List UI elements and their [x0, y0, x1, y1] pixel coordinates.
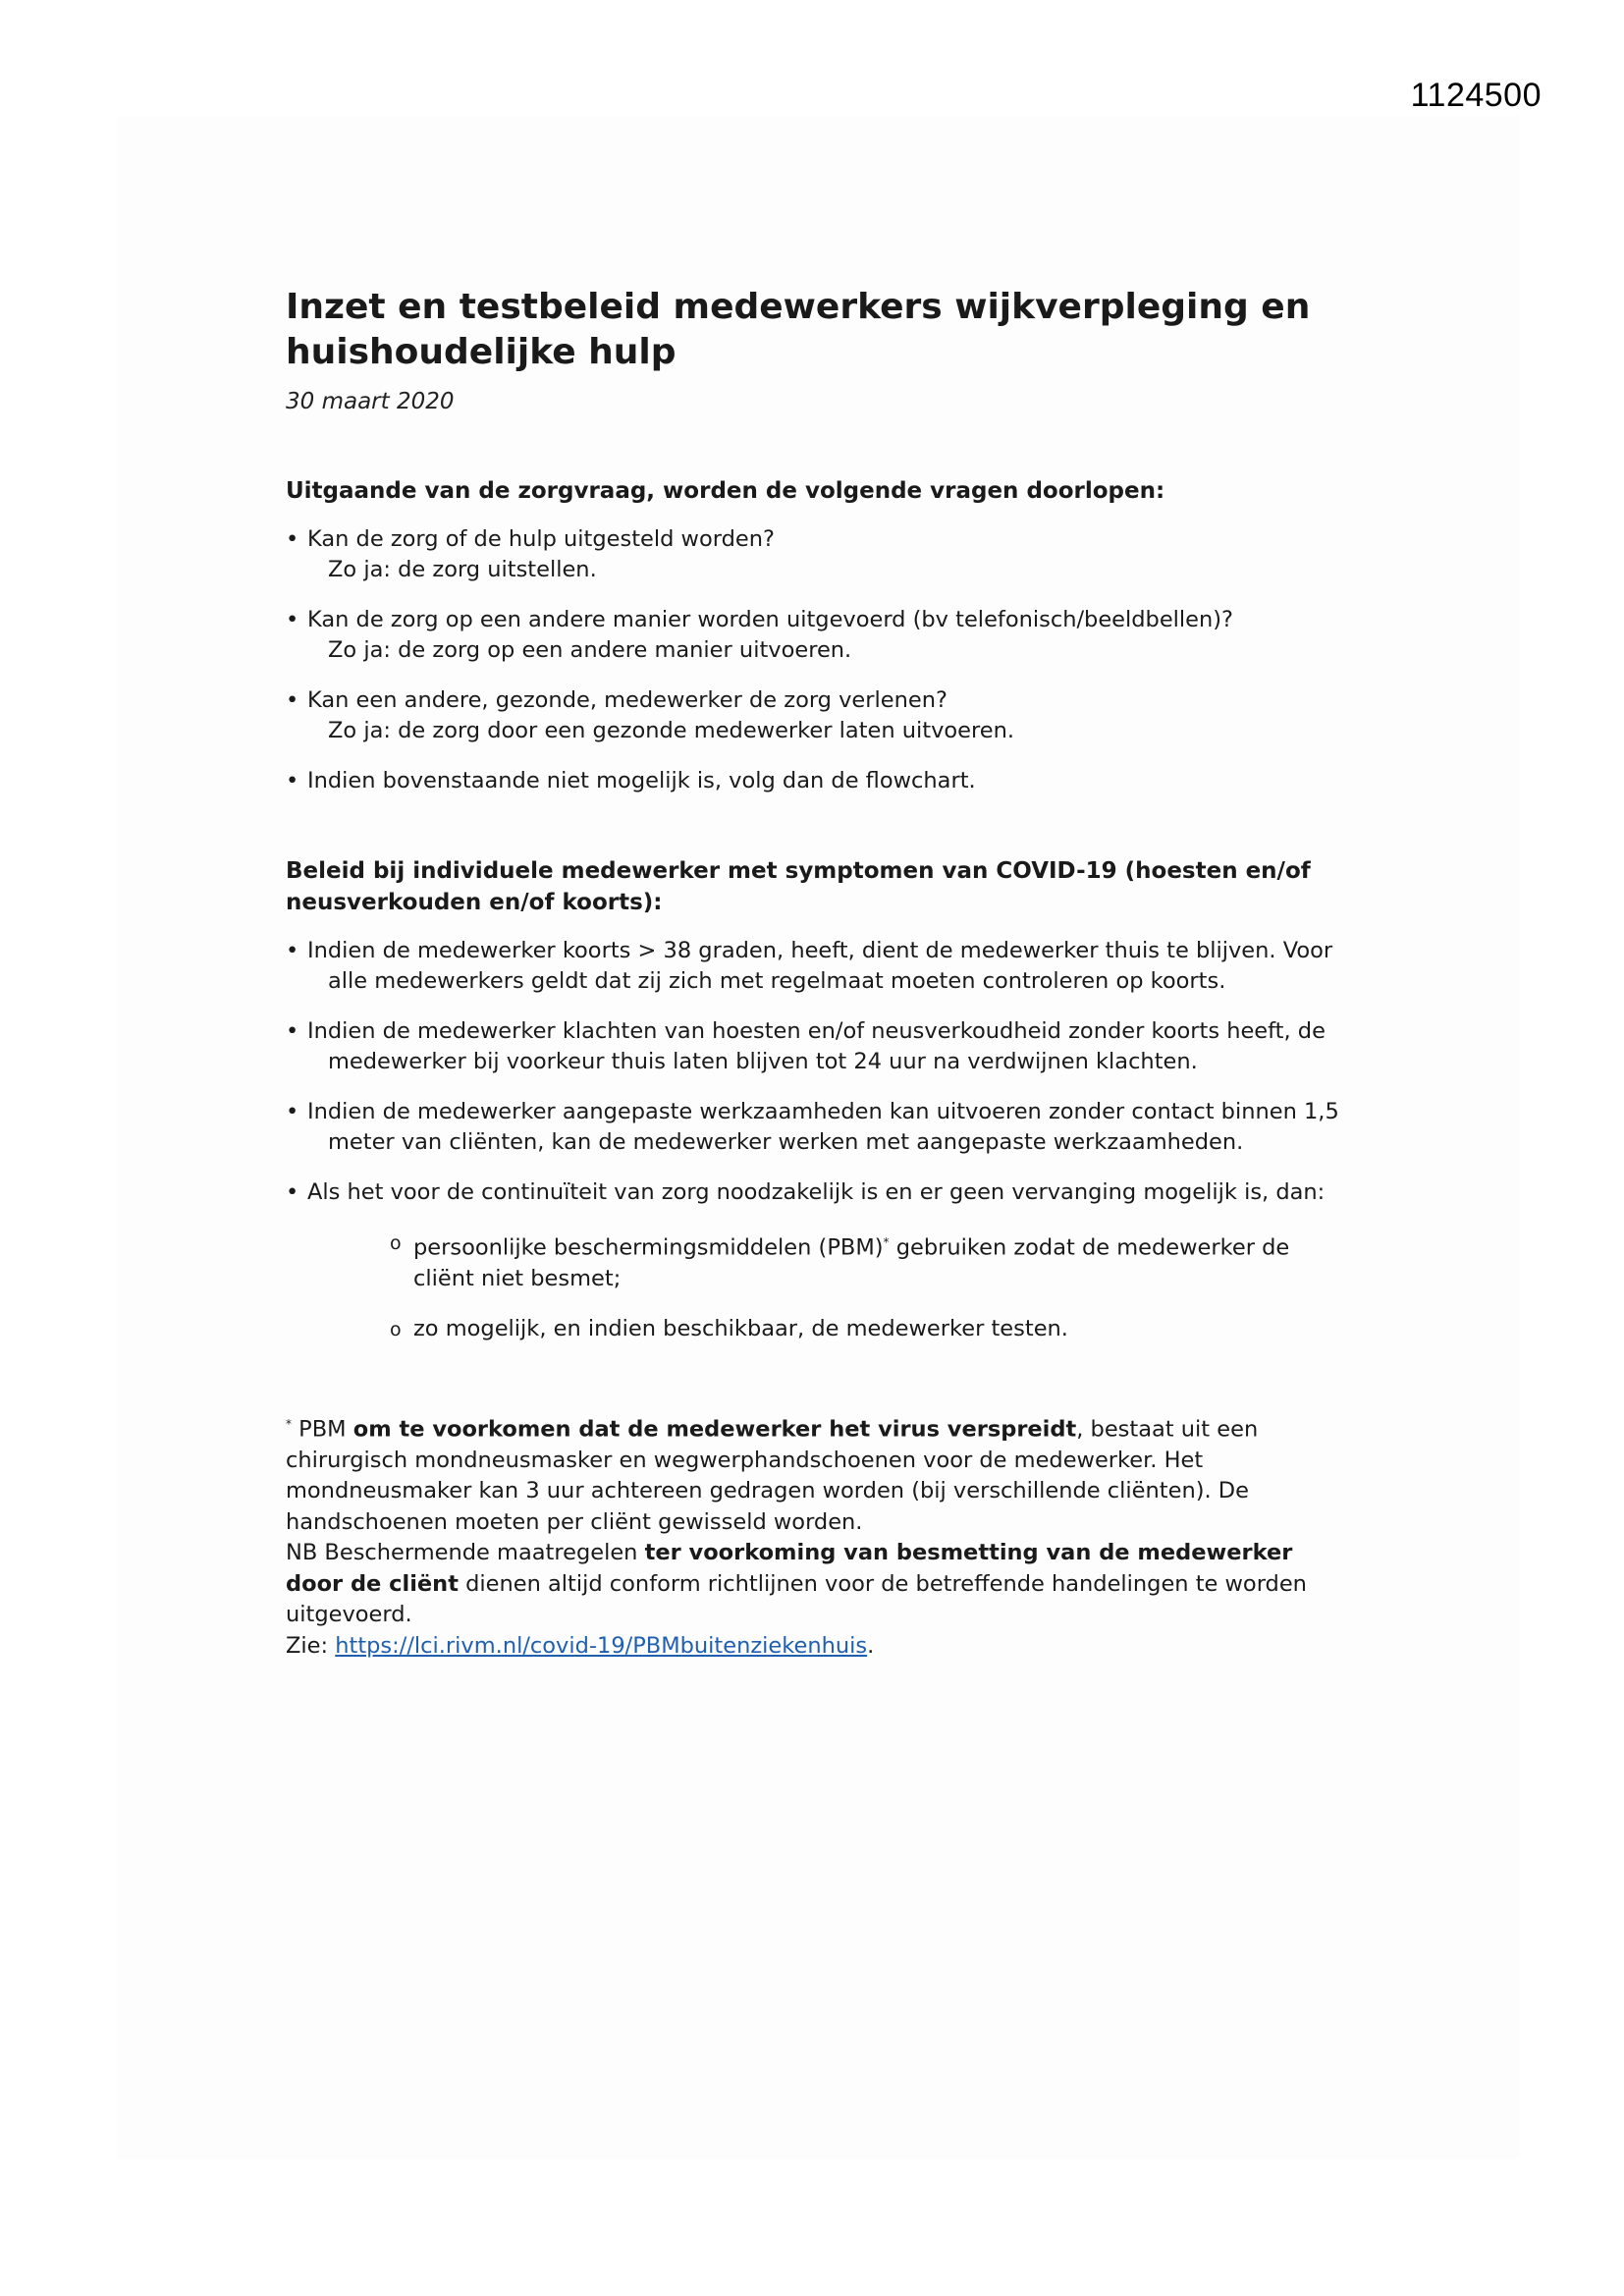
document-body: [286, 285, 1346, 1662]
footnote-marker: *: [883, 1235, 890, 1249]
list-item: [286, 936, 1346, 997]
reference-line: [286, 1631, 1346, 1663]
sub-list: [307, 1228, 1346, 1344]
list-item: [286, 524, 1346, 585]
footnote-bold-text: om te voorkomen dat de medewerker het virus verspreidt: [352, 1416, 1077, 1442]
footnote-text: , bestaat uit een chirurgisch mondneusmasker en wegwerphandschoenen voor de medewerker. Het mondneusmaker kan 3 uur achtereen gedragen worden (bij verschillende cliënten). De handschoenen moeten per cliënt gewisseld worden.: [286, 1416, 1259, 1535]
policy-text: • Indien de medewerker aangepaste werkzaamheden kan uitvoeren zonder contact binnen 1,5 meter van cliënten, kan de medewerker werken met aangepaste werkzaamheden.: [307, 1099, 1339, 1155]
sub-list-item: [307, 1314, 1346, 1344]
question-text: • Kan een andere, gezonde, medewerker de zorg verlenen?: [307, 687, 947, 713]
question-text: • Indien bovenstaande niet mogelijk is, volg dan de flowchart.: [307, 768, 976, 793]
section1-list: [286, 524, 1346, 796]
sub-item-text: zo mogelijk, en indien beschikbaar, de medewerker testen.: [413, 1315, 1068, 1341]
note-bold-text: ter voorkoming van besmetting van de medewerker door de cliënt: [286, 1540, 1293, 1597]
footnote-paragraph: [286, 1409, 1346, 1539]
section2-list: [286, 936, 1346, 1344]
list-item: [286, 1177, 1346, 1344]
answer-text: Zo ja: de zorg door een gezonde medewerker laten uitvoeren.: [328, 718, 1015, 743]
document-id: 1124500: [1410, 77, 1542, 114]
policy-text: • Indien de medewerker klachten van hoesten en/of neusverkoudheid zonder koorts heeft, de medewerker bij voorkeur thuis laten blijven tot 24 uur na verdwijnen klachten.: [307, 1018, 1326, 1074]
document-date: 30 maart 2020: [286, 389, 455, 414]
question-text: • Kan de zorg of de hulp uitgesteld worden?: [307, 526, 775, 552]
section1-heading: Uitgaande van de zorgvraag, worden de volgende vragen doorlopen:: [286, 478, 1165, 504]
answer-text: Zo ja: de zorg uitstellen.: [328, 557, 597, 582]
footnote-text: PBM: [292, 1416, 353, 1442]
document-title: Inzet en testbeleid medewerkers wijkverpleging en huishoudelijke hulp: [286, 287, 1311, 372]
sub-list-item: [307, 1228, 1346, 1294]
note-text: dienen altijd conform richtlijnen voor de betreffende handelingen te worden uitgevoerd.: [286, 1570, 1307, 1627]
note-text: NB Beschermende maatregelen: [286, 1540, 645, 1565]
sub-item-text: persoonlijke beschermingsmiddelen (PBM): [413, 1234, 884, 1261]
list-item: [286, 1097, 1346, 1158]
footnote-marker: *: [286, 1416, 292, 1431]
policy-text: • Indien de medewerker koorts > 38 graden, heeft, dient de medewerker thuis te blijven. Voor alle medewerkers geldt dat zij zich met regelmaat moeten controleren op koorts.: [307, 938, 1333, 994]
section2-heading: Beleid bij individuele medewerker met symptomen van COVID-19 (hoesten en/of neusverkouden en/of koorts):: [286, 858, 1311, 915]
footnote: [286, 1409, 1346, 1663]
rivm-link[interactable]: https://lci.rivm.nl/covid-19/PBMbuitenziekenhuis: [335, 1632, 868, 1659]
sub-item-text-continued: gebruiken zodat de medewerker de cliënt niet besmet;: [413, 1234, 1290, 1291]
list-item: [286, 605, 1346, 666]
answer-text: Zo ja: de zorg op een andere manier uitvoeren.: [328, 637, 852, 663]
list-item: [286, 766, 1346, 796]
period: .: [867, 1632, 875, 1659]
footnote-note: [286, 1538, 1346, 1631]
question-text: • Kan de zorg op een andere manier worden uitgevoerd (bv telefonisch/beeldbellen)?: [307, 607, 1233, 632]
list-item: [286, 685, 1346, 746]
policy-text: • Als het voor de continuïteit van zorg noodzakelijk is en er geen vervanging mogelijk is, dan:: [307, 1179, 1326, 1205]
see-label: Zie:: [286, 1632, 336, 1659]
list-item: [286, 1016, 1346, 1077]
